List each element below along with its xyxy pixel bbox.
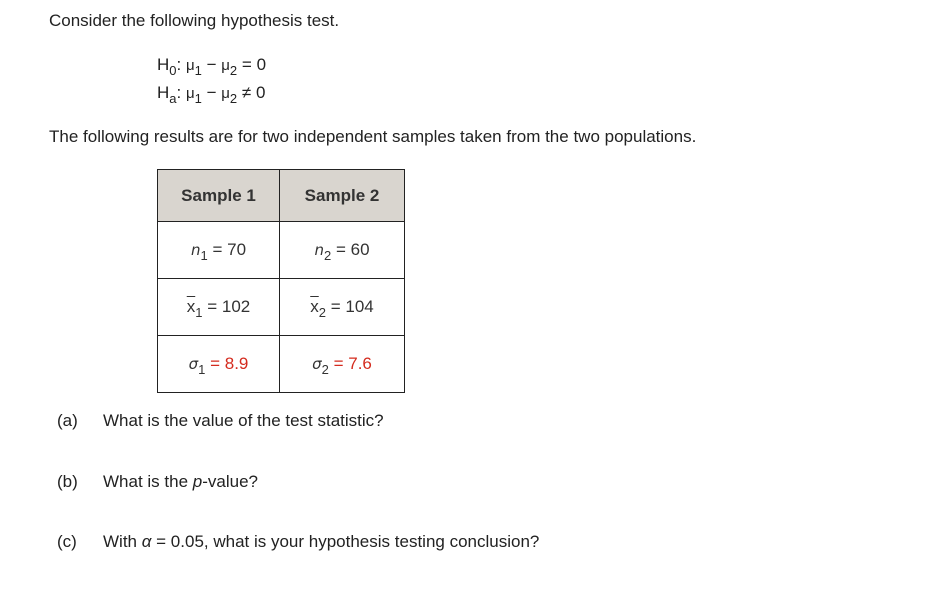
equals-sign: = — [330, 297, 341, 316]
hypothesis-value: 0 — [256, 55, 267, 74]
mu-subscript: 2 — [229, 63, 238, 78]
relation-sign: ≠ — [241, 83, 252, 102]
n-subscript: 2 — [323, 248, 332, 263]
alternative-hypothesis: $H_a$: $\mu_1 - \mu_2 \ne 0$ — [157, 83, 266, 106]
x-subscript: 1 — [195, 305, 203, 320]
question-c — [57, 532, 539, 552]
mu-symbol: μ — [221, 85, 230, 102]
question-label: (b) — [57, 472, 78, 491]
n1-cell — [158, 222, 280, 279]
mu-symbol: μ — [221, 57, 230, 74]
results-text: The following results are for two independent samples taken from the two populations. — [49, 127, 697, 146]
sigma2-value: 7.6 — [348, 354, 372, 373]
table-row — [158, 222, 405, 279]
relation-sign: = — [241, 55, 252, 74]
equals-sign: = — [335, 240, 346, 259]
samples-table — [157, 169, 405, 393]
table-header-row — [158, 170, 405, 222]
sigma1-cell — [158, 336, 280, 393]
question-b — [57, 472, 258, 492]
n-symbol: n — [190, 241, 201, 259]
h-subscript: 0 — [169, 63, 177, 78]
h-letter: H — [157, 55, 170, 74]
mu-subscript: 2 — [229, 91, 238, 106]
sigma-subscript: 2 — [321, 362, 329, 377]
question-text: = 0.05, what is your hypothesis testing conclusion? — [151, 532, 540, 551]
x-bar-symbol: $\overline{x}$ — [310, 297, 319, 316]
mu-symbol: μ — [185, 85, 195, 102]
x1-value: 102 — [221, 297, 251, 316]
hypothesis-value: 0 — [255, 83, 266, 102]
sigma-symbol: σ — [312, 355, 322, 373]
intro-text: Consider the following hypothesis test. — [49, 11, 340, 30]
sample-2-header: Sample 2 — [280, 170, 405, 222]
x2-cell — [280, 279, 405, 336]
table-row — [158, 336, 405, 393]
question-label: (a) — [57, 411, 78, 430]
sample-1-header: Sample 1 — [158, 170, 280, 222]
mu-subscript: 1 — [194, 91, 202, 106]
question-text: With — [103, 532, 142, 551]
question-text: -value? — [202, 472, 258, 491]
mu-subscript: 1 — [194, 63, 202, 78]
x1-cell — [158, 279, 280, 336]
mu-symbol: μ — [185, 57, 195, 74]
n-symbol: n — [314, 241, 324, 259]
sigma-subscript: 1 — [198, 362, 206, 377]
n1-value: 70 — [227, 240, 247, 259]
minus-sign: − — [206, 55, 217, 74]
question-a — [57, 411, 384, 431]
x2-value: 104 — [345, 297, 374, 316]
x-bar-symbol: $\overline{x}$ — [186, 297, 196, 316]
sigma-symbol: σ — [188, 355, 199, 373]
n2-cell — [280, 222, 405, 279]
equals-sign: = — [212, 240, 223, 259]
table-row — [158, 279, 405, 336]
null-hypothesis: $H_0$: $\mu_1 - \mu_2 = 0$ — [157, 55, 267, 78]
equals-sign: = — [210, 354, 221, 373]
equals-sign: = — [207, 297, 218, 316]
alpha-symbol: α — [141, 532, 152, 551]
minus-sign: − — [206, 83, 217, 102]
sigma2-cell — [280, 336, 405, 393]
sigma1-value: 8.9 — [224, 354, 249, 373]
question-text: What is the — [103, 472, 193, 491]
x-subscript: 2 — [318, 305, 326, 320]
n-subscript: 1 — [200, 248, 208, 263]
equals-sign: = — [333, 354, 344, 373]
n2-value: 60 — [350, 240, 370, 259]
h-letter: H — [157, 83, 170, 102]
h-subscript: a — [169, 91, 177, 106]
question-text: What is the value of the test statistic? — [103, 411, 384, 430]
p-symbol: p — [192, 472, 203, 491]
question-label: (c) — [57, 532, 77, 551]
